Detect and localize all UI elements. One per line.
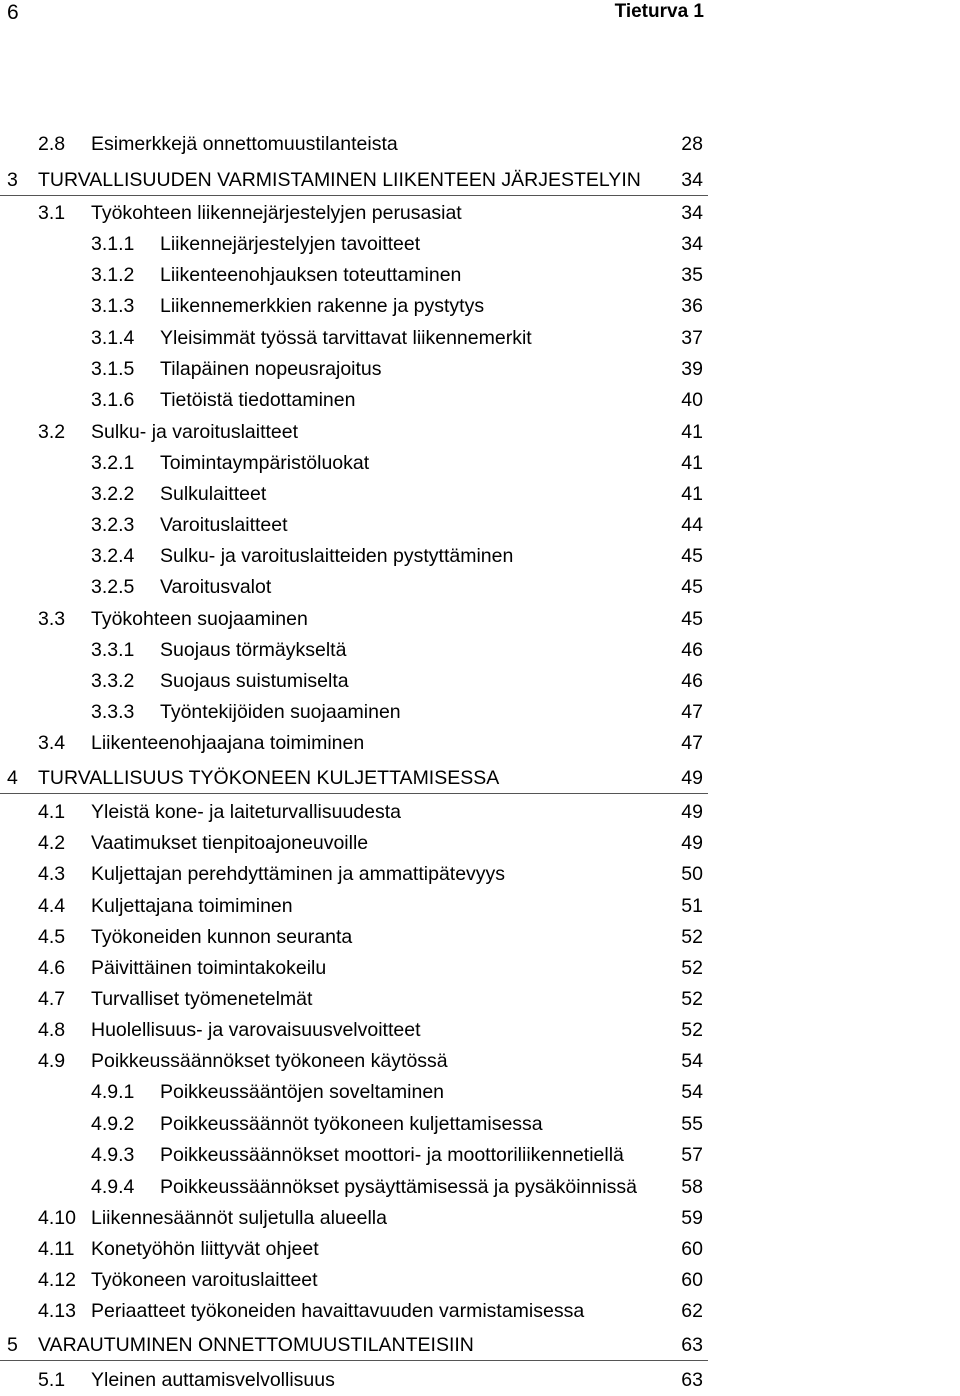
toc-entry-title: Vaatimukset tienpitoajoneuvoille bbox=[91, 832, 369, 854]
toc-entry-page: 44 bbox=[681, 514, 703, 536]
toc-entry-number: 4.4 bbox=[38, 895, 66, 917]
toc-entry-number: 3.1.2 bbox=[91, 264, 135, 286]
toc-entry-page: 63 bbox=[681, 1369, 703, 1391]
toc-entry-number: 4.9.2 bbox=[91, 1113, 135, 1135]
toc-entry-page: 40 bbox=[681, 389, 703, 411]
toc-entry-number: 3.1.4 bbox=[91, 327, 135, 349]
toc-entry-page: 41 bbox=[681, 452, 703, 474]
toc-entry-number: 3.1 bbox=[38, 202, 66, 224]
toc-entry-row bbox=[0, 479, 720, 510]
toc-entry-row bbox=[0, 666, 720, 697]
toc-entry-title: Työkohteen liikennejärjestelyjen perusasiat bbox=[91, 202, 462, 224]
toc-entry-row bbox=[0, 260, 720, 291]
toc-entry-page: 60 bbox=[681, 1269, 703, 1291]
toc-entry-number: 5.1 bbox=[38, 1369, 66, 1391]
toc-entry-number: 4.1 bbox=[38, 801, 66, 823]
toc-entry-row bbox=[0, 129, 720, 160]
toc-entry-number: 4.13 bbox=[38, 1300, 76, 1322]
toc-entry-row bbox=[0, 1296, 720, 1327]
toc-entry-title: Varoituslaitteet bbox=[160, 514, 288, 536]
toc-entry-row bbox=[0, 1203, 720, 1234]
toc-entry-row bbox=[0, 728, 720, 759]
toc-entry-page: 58 bbox=[681, 1176, 703, 1198]
toc-entry-number: 4.3 bbox=[38, 863, 66, 885]
toc-entry-page: 60 bbox=[681, 1238, 703, 1260]
toc-entry-number: 4.12 bbox=[38, 1269, 76, 1291]
toc-chapter-row bbox=[0, 165, 720, 196]
toc-entry-page: 52 bbox=[681, 1019, 703, 1041]
toc-entry-page: 34 bbox=[681, 202, 703, 224]
toc-entry-row bbox=[0, 635, 720, 666]
toc-entry-number: 3.2.5 bbox=[91, 576, 135, 598]
toc-entry-title: Poikkeussääntöjen soveltaminen bbox=[160, 1081, 445, 1103]
toc-entry-title: Työkohteen suojaaminen bbox=[91, 608, 308, 630]
toc-entry-title: Liikenteenohjaajana toimiminen bbox=[91, 732, 365, 754]
toc-entry-page: 57 bbox=[681, 1144, 703, 1166]
toc-entry-number: 3.3 bbox=[38, 608, 66, 630]
toc-entry-page: 34 bbox=[681, 169, 703, 191]
toc-entry-title: Toimintaympäristöluokat bbox=[160, 452, 370, 474]
toc-entry-number: 3.3.3 bbox=[91, 701, 135, 723]
toc-entry-number: 4.8 bbox=[38, 1019, 66, 1041]
toc-entry-title: Tietöistä tiedottaminen bbox=[160, 389, 356, 411]
toc-entry-row bbox=[0, 922, 720, 953]
toc-entry-title: Turvalliset työmenetelmät bbox=[91, 988, 313, 1010]
toc-entry-number: 4.5 bbox=[38, 926, 66, 948]
toc-entry-title: Sulku- ja varoituslaitteet bbox=[91, 421, 299, 443]
toc-entry-row bbox=[0, 797, 720, 828]
chapter-divider bbox=[0, 793, 708, 794]
page-number: 6 bbox=[7, 1, 19, 24]
toc-entry-title: Liikennemerkkien rakenne ja pystytys bbox=[160, 295, 485, 317]
toc-entry-title: Liikennejärjestelyjen tavoitteet bbox=[160, 233, 421, 255]
toc-entry-number: 3 bbox=[7, 169, 18, 191]
toc-entry-title: Kuljettajana toimiminen bbox=[91, 895, 293, 917]
toc-entry-page: 51 bbox=[681, 895, 703, 917]
toc-entry-number: 3.3.2 bbox=[91, 670, 135, 692]
toc-entry-number: 4.9.3 bbox=[91, 1144, 135, 1166]
toc-entry-number: 4.2 bbox=[38, 832, 66, 854]
toc-entry-page: 28 bbox=[681, 133, 703, 155]
toc-entry-page: 46 bbox=[681, 670, 703, 692]
toc-entry-page: 52 bbox=[681, 988, 703, 1010]
toc-entry-title: Poikkeussäännökset moottori- ja moottoriliikennetiellä bbox=[160, 1144, 624, 1166]
toc-chapter-row bbox=[0, 763, 720, 794]
toc-entry-row bbox=[0, 354, 720, 385]
toc-entry-row bbox=[0, 828, 720, 859]
toc-entry-number: 3.1.6 bbox=[91, 389, 135, 411]
toc-entry-row bbox=[0, 510, 720, 541]
toc-entry-page: 63 bbox=[681, 1334, 703, 1356]
toc-entry-title: TURVALLISUUDEN VARMISTAMINEN LIIKENTEEN JÄRJESTELYIN bbox=[38, 169, 641, 191]
toc-entry-row bbox=[0, 1140, 720, 1171]
toc-entry-row bbox=[0, 541, 720, 572]
toc-entry-title: Konetyöhön liittyvät ohjeet bbox=[91, 1238, 319, 1260]
toc-entry-title: Yleinen auttamisvelvollisuus bbox=[91, 1369, 335, 1391]
toc-entry-title: TURVALLISUUS TYÖKONEEN KULJETTAMISESSA bbox=[38, 767, 500, 789]
toc-entry-title: Liikenteenohjauksen toteuttaminen bbox=[160, 264, 462, 286]
toc-entry-page: 45 bbox=[681, 576, 703, 598]
toc-entry-title: Periaatteet työkoneiden havaittavuuden varmistamisessa bbox=[91, 1300, 585, 1322]
toc-entry-number: 3.2.4 bbox=[91, 545, 135, 567]
toc-entry-page: 59 bbox=[681, 1207, 703, 1229]
toc-entry-row bbox=[0, 1265, 720, 1296]
toc-entry-page: 55 bbox=[681, 1113, 703, 1135]
toc-entry-row bbox=[0, 1365, 720, 1396]
toc-entry-page: 52 bbox=[681, 926, 703, 948]
toc-entry-row bbox=[0, 859, 720, 890]
toc-entry-row bbox=[0, 323, 720, 354]
toc-entry-page: 45 bbox=[681, 545, 703, 567]
toc-entry-number: 3.2.3 bbox=[91, 514, 135, 536]
toc-entry-row bbox=[0, 697, 720, 728]
toc-entry-title: Suojaus törmäykseltä bbox=[160, 639, 347, 661]
toc-entry-title: Työkoneen varoituslaitteet bbox=[91, 1269, 318, 1291]
toc-entry-row bbox=[0, 1046, 720, 1077]
toc-entry-number: 5 bbox=[7, 1334, 18, 1356]
chapter-divider bbox=[0, 195, 708, 196]
toc-entry-page: 37 bbox=[681, 327, 703, 349]
toc-entry-title: Huolellisuus- ja varovaisuusvelvoitteet bbox=[91, 1019, 421, 1041]
toc-entry-title: Poikkeussäännökset pysäyttämisessä ja pysäköinnissä bbox=[160, 1176, 637, 1198]
toc-entry-page: 49 bbox=[681, 832, 703, 854]
toc-entry-title: Kuljettajan perehdyttäminen ja ammattipätevyys bbox=[91, 863, 506, 885]
toc-entry-number: 4.6 bbox=[38, 957, 66, 979]
toc-entry-page: 50 bbox=[681, 863, 703, 885]
toc-entry-row bbox=[0, 198, 720, 229]
toc-entry-row bbox=[0, 953, 720, 984]
toc-entry-page: 62 bbox=[681, 1300, 703, 1322]
toc-entry-title: Tilapäinen nopeusrajoitus bbox=[160, 358, 382, 380]
toc-entry-number: 3.1.1 bbox=[91, 233, 135, 255]
toc-entry-number: 3.2.2 bbox=[91, 483, 135, 505]
toc-entry-row bbox=[0, 417, 720, 448]
toc-entry-row bbox=[0, 891, 720, 922]
toc-entry-title: Liikennesäännöt suljetulla alueella bbox=[91, 1207, 387, 1229]
toc-entry-page: 54 bbox=[681, 1081, 703, 1103]
toc-entry-number: 3.1.3 bbox=[91, 295, 135, 317]
toc-entry-page: 49 bbox=[681, 767, 703, 789]
toc-entry-title: Yleistä kone- ja laiteturvallisuudesta bbox=[91, 801, 402, 823]
toc-entry-row bbox=[0, 385, 720, 416]
toc-entry-row bbox=[0, 572, 720, 603]
toc-entry-row bbox=[0, 1109, 720, 1140]
toc-entry-page: 34 bbox=[681, 233, 703, 255]
toc-entry-page: 41 bbox=[681, 483, 703, 505]
toc-entry-title: Poikkeussäännöt työkoneen kuljettamisessa bbox=[160, 1113, 543, 1135]
toc-entry-title: Suojaus suistumiselta bbox=[160, 670, 349, 692]
toc-entry-page: 35 bbox=[681, 264, 703, 286]
toc-entry-title: VARAUTUMINEN ONNETTOMUUSTILANTEISIIN bbox=[38, 1334, 474, 1356]
toc-entry-title: Poikkeussäännökset työkoneen käytössä bbox=[91, 1050, 448, 1072]
toc-entry-number: 4.11 bbox=[38, 1238, 75, 1260]
toc-entry-number: 3.3.1 bbox=[91, 639, 135, 661]
toc-entry-page: 54 bbox=[681, 1050, 703, 1072]
toc-entry-title: Päivittäinen toimintakokeilu bbox=[91, 957, 327, 979]
toc-entry-row bbox=[0, 984, 720, 1015]
toc-entry-page: 52 bbox=[681, 957, 703, 979]
toc-entry-title: Varoitusvalot bbox=[160, 576, 272, 598]
toc-entry-title: Yleisimmät työssä tarvittavat liikennemerkit bbox=[160, 327, 532, 349]
toc-entry-number: 4.7 bbox=[38, 988, 66, 1010]
toc-entry-title: Työkoneiden kunnon seuranta bbox=[91, 926, 353, 948]
chapter-divider bbox=[0, 1360, 708, 1361]
toc-entry-row bbox=[0, 448, 720, 479]
toc-entry-number: 4.9 bbox=[38, 1050, 66, 1072]
toc-entry-number: 4.9.1 bbox=[91, 1081, 135, 1103]
toc-entry-page: 41 bbox=[681, 421, 703, 443]
toc-chapter-row bbox=[0, 1330, 720, 1361]
toc-entry-number: 3.2 bbox=[38, 421, 66, 443]
toc-entry-number: 2.8 bbox=[38, 133, 66, 155]
toc-entry-row bbox=[0, 1015, 720, 1046]
toc-entry-number: 3.4 bbox=[38, 732, 66, 754]
toc-entry-page: 39 bbox=[681, 358, 703, 380]
toc-entry-page: 45 bbox=[681, 608, 703, 630]
toc-entry-row bbox=[0, 1077, 720, 1108]
toc-entry-row bbox=[0, 1172, 720, 1203]
toc-entry-title: Työntekijöiden suojaaminen bbox=[160, 701, 401, 723]
toc-entry-number: 4.10 bbox=[38, 1207, 76, 1229]
toc-entry-title: Sulku- ja varoituslaitteiden pystyttäminen bbox=[160, 545, 514, 567]
toc-entry-page: 47 bbox=[681, 701, 703, 723]
toc-entry-title: Esimerkkejä onnettomuustilanteista bbox=[91, 133, 398, 155]
toc-entry-title: Sulkulaitteet bbox=[160, 483, 267, 505]
toc-entry-number: 4.9.4 bbox=[91, 1176, 135, 1198]
toc-entry-page: 47 bbox=[681, 732, 703, 754]
toc-entry-number: 3.2.1 bbox=[91, 452, 135, 474]
toc-entry-page: 49 bbox=[681, 801, 703, 823]
toc-entry-row bbox=[0, 604, 720, 635]
toc-entry-page: 46 bbox=[681, 639, 703, 661]
running-header-title: Tieturva 1 bbox=[614, 1, 704, 22]
toc-entry-page: 36 bbox=[681, 295, 703, 317]
toc-entry-number: 4 bbox=[7, 767, 18, 789]
toc-entry-row bbox=[0, 291, 720, 322]
toc-entry-row bbox=[0, 1234, 720, 1265]
toc-entry-number: 3.1.5 bbox=[91, 358, 135, 380]
toc-entry-row bbox=[0, 229, 720, 260]
